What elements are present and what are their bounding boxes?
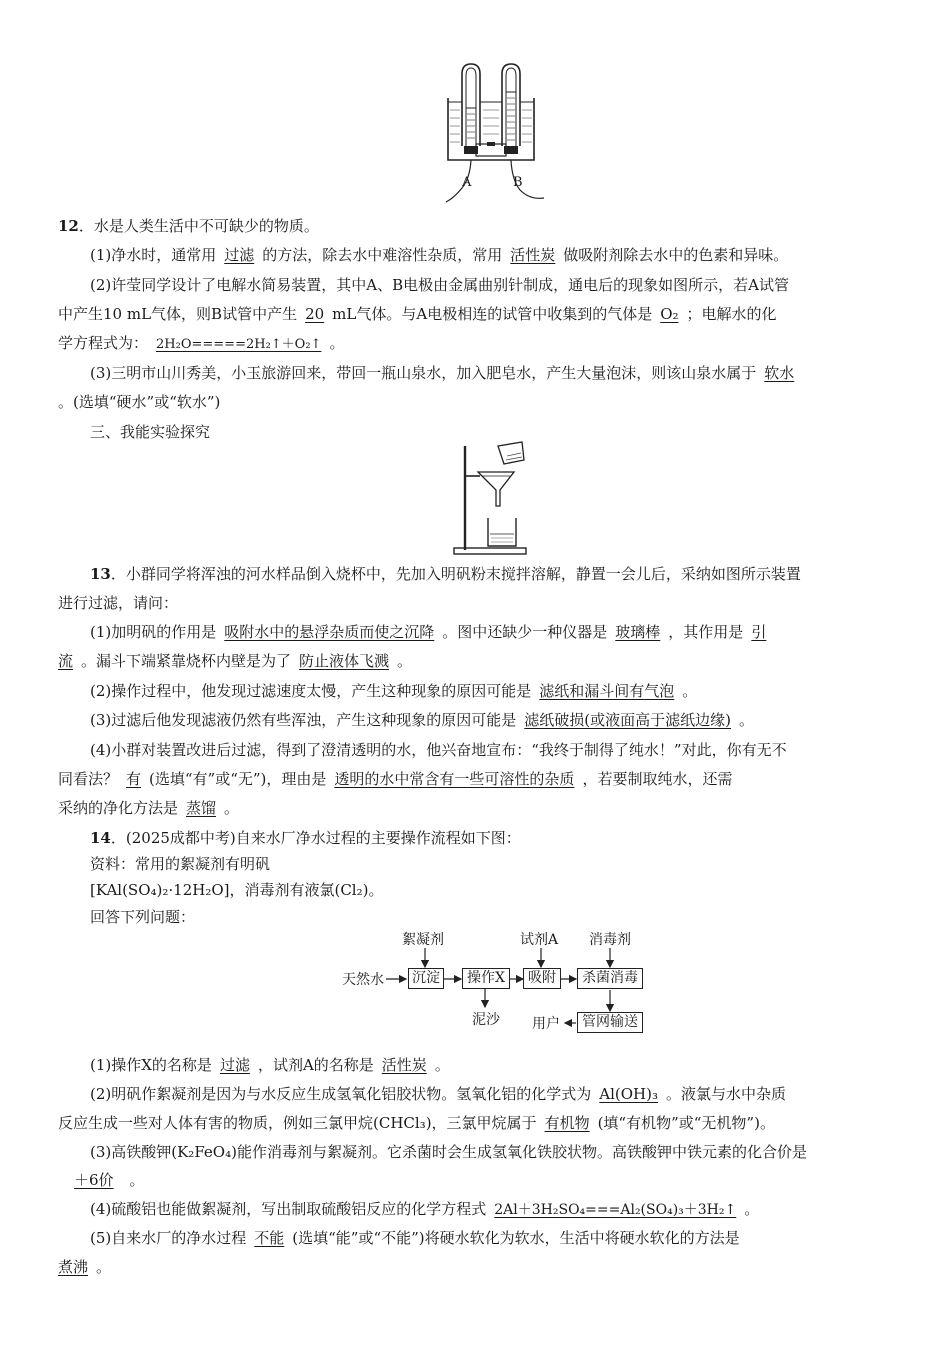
q12-p2-text-e: 。	[329, 334, 345, 352]
flow-reagent-a-label: 试剂A	[520, 932, 559, 948]
q14-p2-text-d: (填“有机物”或“无机物”)。	[597, 1114, 775, 1132]
q13-p2-text-b: 。	[682, 682, 698, 700]
q13-p1-answer-3a: 引	[751, 623, 767, 641]
q12-p2-answer-3: 2H₂O=====2H₂↑＋O₂↑	[156, 337, 322, 352]
q13-p1-answer-2: 玻璃棒	[615, 623, 661, 641]
filtration-apparatus-figure	[450, 440, 540, 560]
q14-p2-answer-1: Al(OH)₃	[599, 1085, 658, 1103]
flow-box-sterilize: 杀菌消毒	[577, 968, 643, 989]
q12-p2-text-d: 学方程式为：	[58, 334, 149, 352]
q12-p3-answer: 软水	[764, 364, 795, 382]
flow-box-adsorb: 吸附	[523, 968, 561, 989]
q13-p1-answer-1: 吸附水中的悬浮杂质而使之沉降	[224, 623, 435, 641]
q13-stem-line2: 进行过滤，请问：	[58, 594, 179, 612]
q12-part2-line2	[58, 304, 777, 324]
q13-p4-text-e: 。	[224, 799, 240, 817]
q12-stem-text: ．水是人类生活中不可缺少的物质。	[78, 217, 319, 235]
q14-p4-text-a: (4)硫酸铝也能做絮凝剂，写出制取硫酸铝反应的化学方程式	[90, 1200, 487, 1218]
q14-p5-answer-2: 煮沸	[58, 1258, 89, 1276]
flow-box-operation-x: 操作X	[462, 968, 510, 989]
q12-p1-text-c: 做吸附剂除去水中的色素和异味。	[563, 246, 789, 264]
flow-flocculant-label: 絮凝剂	[402, 932, 444, 948]
flow-disinfectant-label: 消毒剂	[589, 932, 631, 948]
q12-p2-text-b: mL气体。与A电极相连的试管中收集到的气体是	[332, 305, 653, 323]
q14-part3-line1: (3)高铁酸钾(K₂FeO₄)能作消毒剂与絮凝剂。它杀菌时会生成氢氧化铁胶状物。高铁酸钾中铁元素的化合价是	[90, 1143, 807, 1161]
q13-p4-text-c: ，若要制取纯水，还需	[582, 770, 733, 788]
q13-p3-answer: 滤纸破损(或液面高于滤纸边缘)	[524, 711, 731, 729]
q14-p1-answer-2: 活性炭	[381, 1056, 427, 1074]
q13-p1-text-e: 。	[397, 652, 413, 670]
q13-p3-text-a: (3)过滤后他发现滤液仍然有些浑浊，产生这种现象的原因可能是	[90, 711, 517, 729]
q13-p4-text-b: (选填“有”或“无”)，理由是	[149, 770, 327, 788]
q12-p2-text-a: 中产生10 mL气体，则B试管中产生	[58, 305, 298, 323]
q13-part4-line2	[58, 769, 732, 789]
q13-p1-text-c: ，其作用是	[668, 623, 744, 641]
q13-part4-line3	[58, 798, 239, 818]
q14-p4-answer: 2Al＋3H₂SO₄===Al₂(SO₄)₃＋3H₂↑	[494, 1202, 737, 1218]
q13-p1-text-a: (1)加明矾的作用是	[90, 623, 217, 641]
electrode-label-b: B	[513, 175, 523, 190]
flow-natural-water: 天然水	[342, 972, 384, 988]
q13-p3-text-b: 。	[738, 711, 754, 729]
q13-part3	[90, 710, 754, 730]
q12-p2-text-c: ；电解水的化	[686, 305, 777, 323]
q14-info-line2: [KAl(SO₄)₂·12H₂O]，消毒剂有液氯(Cl₂)。	[90, 881, 384, 899]
flow-sludge-label: 泥沙	[472, 1012, 500, 1028]
q14-p2-text-a: (2)明矾作絮凝剂是因为与水反应生成氢氧化铝胶状物。氢氧化铝的化学式为	[90, 1085, 592, 1103]
q14-info-line3: 回答下列问题：	[90, 908, 196, 926]
q12-part2-line1: (2)许莹同学设计了电解水简易装置，其中A、B电极由金属曲别针制成，通电后的现象如图所示，若A试管	[90, 276, 789, 294]
q13-p4-answer-1: 有	[126, 770, 142, 788]
q12-p2-answer-2: O₂	[660, 305, 679, 323]
q12-stem	[58, 216, 319, 236]
q12-p1-text-a: (1)净水时，通常用	[90, 246, 217, 264]
q14-info-line1: 资料：常用的絮凝剂有明矾	[90, 855, 271, 873]
q12-part2-line3	[58, 333, 344, 355]
q12-p1-answer-2: 活性炭	[510, 246, 556, 264]
q12-part1	[90, 245, 788, 265]
q14-number: 14	[90, 829, 111, 847]
q14-p1-text-c: 。	[434, 1056, 450, 1074]
q12-p1-answer-1: 过滤	[224, 246, 255, 264]
q14-p3-answer: ＋6价	[74, 1171, 114, 1189]
flow-user-label: 用户	[532, 1016, 560, 1032]
q14-stem-text: ．(2025成都中考)自来水厂净水过程的主要操作流程如下图：	[110, 829, 521, 847]
q14-p2-text-c: 反应生成一些对人体有害的物质，例如三氯甲烷(CHCl₃)，三氯甲烷属于	[58, 1114, 537, 1132]
q14-p1-answer-1: 过滤	[219, 1056, 250, 1074]
q14-stem	[90, 828, 521, 848]
q14-part3-line2	[58, 1170, 145, 1190]
q14-part4	[90, 1199, 759, 1220]
q13-p1-answer-4: 防止液体飞溅	[299, 652, 390, 670]
q13-p4-text-a: 同看法？	[58, 770, 119, 788]
q13-part2	[90, 681, 697, 701]
q13-p4-answer-2: 透明的水中常含有一些可溶性的杂质	[334, 770, 575, 788]
q13-number: 13	[90, 565, 111, 583]
q14-part2-line1	[90, 1084, 786, 1104]
q14-part5-line2	[58, 1257, 111, 1277]
q14-p4-text-b: 。	[744, 1200, 760, 1218]
q14-p1-text-a: (1)操作X的名称是	[90, 1056, 212, 1074]
electrode-label-a: A	[462, 175, 472, 190]
q14-part5-line1	[90, 1228, 740, 1248]
q14-p2-answer-2: 有机物	[544, 1114, 590, 1132]
electrolysis-apparatus-figure	[440, 58, 550, 208]
q13-p2-text-a: (2)操作过程中，他发现过滤速度太慢，产生这种现象的原因可能是	[90, 682, 532, 700]
flow-box-pipe: 管网输送	[577, 1012, 643, 1033]
q13-part1-line2	[58, 651, 412, 671]
flow-box-precipitate: 沉淀	[408, 968, 444, 989]
section-3-heading: 三、我能实验探究	[90, 423, 211, 441]
q13-p4-text-d: 采纳的净化方法是	[58, 799, 179, 817]
q12-number: 12	[58, 217, 79, 235]
q13-p1-text-d: 。漏斗下端紧靠烧杯内壁是为了	[81, 652, 292, 670]
q13-stem-line1	[90, 564, 801, 584]
q13-part1-line1	[90, 622, 774, 642]
q14-p5-text-b: (选填“能”或“不能”)将硬水软化为软水，生活中将硬水软化的方法是	[292, 1229, 740, 1247]
q12-p1-text-b: 的方法，除去水中难溶性杂质，常用	[262, 246, 503, 264]
q12-part3-line1	[90, 363, 802, 383]
q13-p1-text-b: 。图中还缺少一种仪器是	[442, 623, 608, 641]
q12-part3-line2: 。(选填“硬水”或“软水”)	[58, 393, 221, 411]
q14-p5-text-c: 。	[96, 1258, 112, 1276]
q14-p2-text-b: 。液氯与水中杂质	[666, 1085, 787, 1103]
q14-p3-text-b: 。	[129, 1171, 145, 1189]
q14-p5-text-a: (5)自来水厂的净水过程	[90, 1229, 247, 1247]
q14-part2-line2	[58, 1113, 775, 1133]
q14-p5-answer-1: 不能	[254, 1229, 285, 1247]
q13-p1-answer-3b: 流	[58, 652, 74, 670]
q13-stem-text: ．小群同学将浑浊的河水样品倒入烧杯中，先加入明矾粉末搅拌溶解，静置一会儿后，采纳如图所示装置	[110, 565, 801, 583]
q13-p4-answer-3: 蒸馏	[186, 799, 217, 817]
q14-p1-text-b: ，试剂A的名称是	[257, 1056, 374, 1074]
q13-part4-line1: (4)小群对装置改进后过滤，得到了澄清透明的水，他兴奋地宣布：“我终于制得了纯水！”对此，你有无不	[90, 741, 787, 759]
q14-part1	[90, 1055, 450, 1075]
q12-p2-answer-1: 20	[305, 305, 325, 323]
q13-p2-answer: 滤纸和漏斗间有气泡	[539, 682, 675, 700]
q12-p3-text-a: (3)三明市山川秀美，小玉旅游回来，带回一瓶山泉水，加入肥皂水，产生大量泡沫，则该山泉水属于	[90, 364, 757, 382]
